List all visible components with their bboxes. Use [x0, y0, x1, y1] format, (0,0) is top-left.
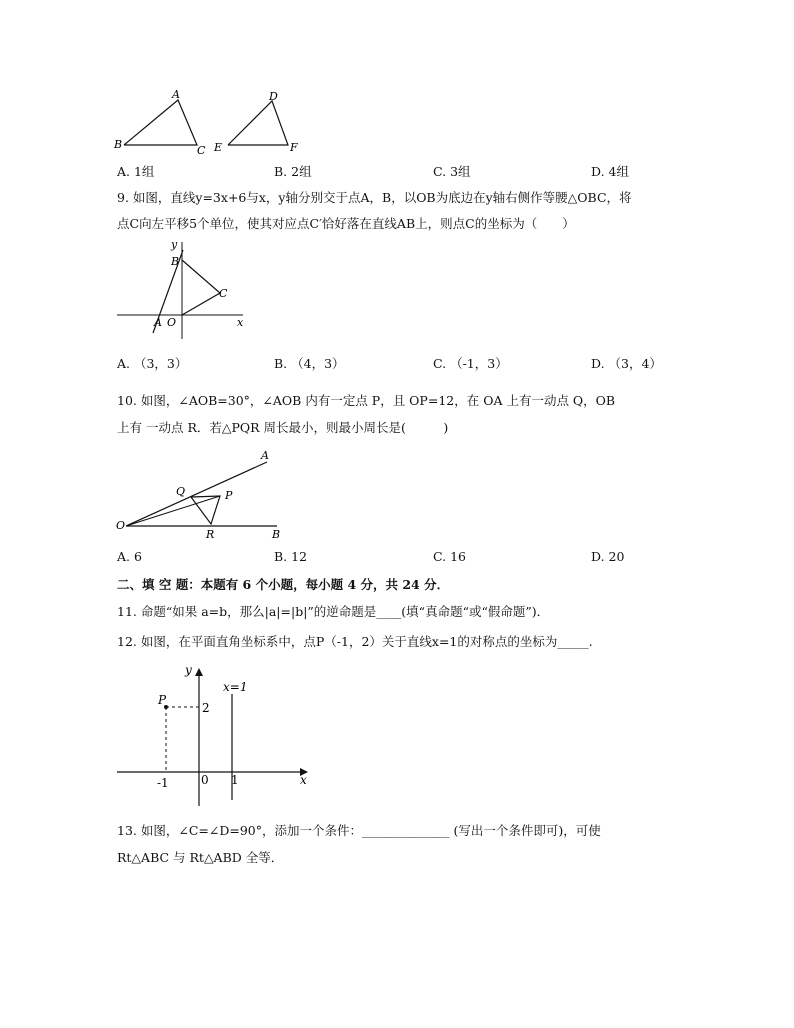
q10-option-c[interactable]: C. 16 — [433, 549, 466, 564]
q10-text-line2: 上有 一动点 R．若△PQR 周长最小，则最小周长是( ) — [117, 420, 449, 435]
triangle-def — [228, 101, 288, 145]
q12-coordinate-figure — [112, 660, 317, 810]
q9-label-x: x — [237, 316, 244, 329]
q10-label-b: B — [272, 528, 281, 541]
q10-text-line1: 10. 如图，∠AOB=30°，∠AOB 内有一定点 P，且 OP=12，在 OA 上有一动点 Q，OB — [117, 393, 616, 408]
q12-label-y: y — [185, 663, 192, 677]
q9-text-line1: 9. 如图，直线y=3x+6与x，y轴分别交于点A，B，以OB为底边在y轴右侧作等腰△OBC，将 — [117, 190, 632, 205]
section2-heading: 二、填 空 题：本题有 6 个小题，每小题 4 分，共 24 分． — [117, 577, 450, 592]
q12-label-neg1: -1 — [157, 776, 169, 790]
q10-angle-figure — [112, 447, 292, 543]
q9-label-y: y — [171, 238, 178, 251]
q10-option-b[interactable]: B. 12 — [274, 549, 308, 564]
q9-option-d[interactable]: D. （3，4） — [591, 356, 662, 371]
q12-label-1: 1 — [231, 773, 239, 787]
q8-option-c[interactable]: C. 3组 — [433, 164, 471, 179]
q12-text: 12. 如图，在平面直角坐标系中，点P（-1，2）关于直线x=1的对称点的坐标为_____. — [117, 634, 593, 649]
q10-segment-op — [126, 496, 220, 526]
q9-option-c[interactable]: C. （-1，3） — [433, 356, 508, 371]
q9-text-line2: 点C向左平移5个单位，使其对应点C′恰好落在直线AB上，则点C的坐标为（ ） — [117, 216, 575, 231]
q10-ray-oa — [126, 462, 267, 526]
q9-option-a[interactable]: A. （3，3） — [117, 356, 188, 371]
q12-label-p: P — [158, 693, 167, 707]
q10-label-r: R — [206, 528, 215, 541]
label-f: F — [290, 141, 298, 154]
q9-label-b: B — [171, 255, 180, 268]
q12-label-0: 0 — [201, 773, 209, 787]
label-b: B — [114, 138, 123, 151]
q8-triangles-figure — [110, 88, 330, 158]
q12-y-arrow-icon — [195, 668, 203, 676]
q9-option-b[interactable]: B. （4，3） — [274, 356, 345, 371]
q10-label-a: A — [261, 449, 269, 462]
q9-label-a: A — [154, 316, 162, 329]
q8-option-d[interactable]: D. 4组 — [591, 164, 629, 179]
q13-text-line2: Rt△ABC 与 Rt△ABD 全等． — [117, 850, 284, 865]
q12-label-2: 2 — [202, 701, 210, 715]
q9-label-o: O — [167, 316, 177, 329]
q8-option-a[interactable]: A. 1组 — [117, 164, 155, 179]
q10-label-o: O — [116, 519, 126, 532]
label-e: E — [214, 141, 223, 154]
q10-option-d[interactable]: D. 20 — [591, 549, 625, 564]
q12-label-x: x — [300, 773, 307, 787]
q9-label-c: C — [219, 287, 228, 300]
q13-text-line1: 13. 如图，∠C=∠D=90°，添加一个条件：______________ (写出一个条件即可)，可使 — [117, 823, 601, 838]
label-c: C — [197, 144, 206, 157]
q8-option-b[interactable]: B. 2组 — [274, 164, 312, 179]
label-a: A — [172, 88, 180, 101]
triangle-abc — [124, 100, 197, 145]
q10-option-a[interactable]: A. 6 — [117, 549, 142, 564]
q9-triangle-obc — [182, 260, 220, 315]
q11-text: 11. 命题“如果 a=b，那么|a|=|b|”的逆命题是____(填“真命题“或“假命题”)． — [117, 604, 550, 619]
q9-coordinate-figure — [115, 236, 250, 342]
q10-label-p: P — [225, 489, 233, 502]
q12-label-x-equals-1: x=1 — [223, 680, 248, 694]
q10-label-q: Q — [176, 485, 186, 498]
label-d: D — [269, 90, 278, 103]
